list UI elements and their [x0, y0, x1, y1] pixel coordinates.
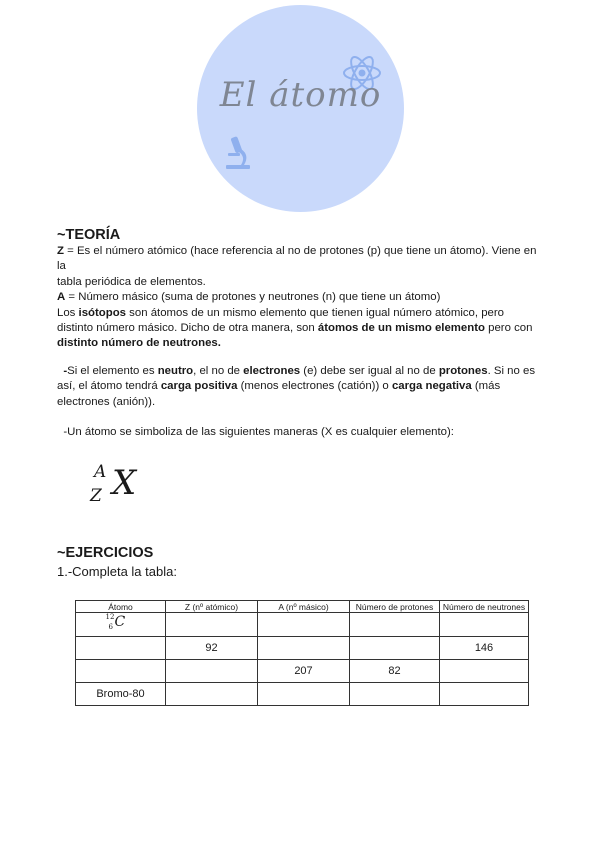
neutral-atom-paragraph: -Si el elemento es neutro, el no de electrones (e) debe ser igual al no de protones. Si no es así, el átomo tendrá carga positiva (menos electrones (catión)) o carga negativa (más electrones (anión)).	[57, 365, 536, 408]
atomic-number-symbol: Z	[90, 486, 102, 506]
header-neutrons: Número de neutrones	[440, 601, 529, 613]
definitions-paragraph	[57, 244, 537, 352]
exercise-instruction: 1.-Completa la tabla:	[57, 564, 177, 579]
table-cell[interactable]	[76, 637, 166, 660]
isotopes-definition: Los isótopos son átomos de un mismo elemento que tienen igual número atómico, pero distinto número másico. Dicho de otra manera, son átomos de un mismo elemento pero con distinto número de neutrones.	[57, 306, 533, 350]
table-cell[interactable]	[166, 683, 258, 706]
z-definition: Z = Es el número atómico (hace referencia al no de protones (p) que tiene un átomo). Viene en la	[57, 245, 537, 273]
theory-heading: ~TEORÍA	[57, 227, 121, 243]
header-circle	[197, 5, 404, 212]
element-symbol: X	[112, 463, 137, 503]
table-cell[interactable]	[166, 613, 258, 637]
symbol-paragraph: -Un átomo se simboliza de las siguientes maneras (X es cualquier elemento):	[63, 426, 454, 438]
z-definition-continued: tabla periódica de elementos.	[57, 275, 206, 288]
table-header-row	[76, 601, 529, 613]
table-cell[interactable]: 146	[440, 637, 529, 660]
table-cell[interactable]	[440, 660, 529, 683]
table-row	[76, 683, 529, 706]
header-atom: Átomo	[76, 601, 166, 613]
exercise-table	[75, 600, 529, 706]
table-cell[interactable]	[350, 637, 440, 660]
header-z: Z (nº atómico)	[166, 601, 258, 613]
table-cell[interactable]	[350, 613, 440, 637]
table-cell[interactable]	[440, 683, 529, 706]
page-title: El átomo	[219, 75, 382, 115]
a-definition: A = Número másico (suma de protones y neutrones (n) que tiene un átomo)	[57, 291, 441, 304]
carbon-notation: 12 6 C	[105, 613, 126, 631]
mass-number-symbol: A	[94, 462, 107, 482]
table-row	[76, 637, 529, 660]
microscope-icon	[224, 135, 252, 171]
table-cell[interactable]	[166, 660, 258, 683]
table-row	[76, 613, 529, 637]
table-row	[76, 660, 529, 683]
table-cell[interactable]: 207	[258, 660, 350, 683]
atomic-notation-formula	[90, 460, 160, 510]
table-cell[interactable]	[258, 613, 350, 637]
table-cell[interactable]	[258, 637, 350, 660]
table-cell[interactable]	[76, 613, 166, 637]
header-a: A (nº másico)	[258, 601, 350, 613]
table-cell[interactable]: 92	[166, 637, 258, 660]
table-cell[interactable]	[440, 613, 529, 637]
table-cell[interactable]	[258, 683, 350, 706]
table-cell[interactable]	[350, 683, 440, 706]
table-cell[interactable]	[76, 660, 166, 683]
table-cell[interactable]: 82	[350, 660, 440, 683]
exercises-heading: ~EJERCICIOS	[57, 545, 154, 561]
header-protons: Número de protones	[350, 601, 440, 613]
table-cell[interactable]: Bromo-80	[76, 683, 166, 706]
